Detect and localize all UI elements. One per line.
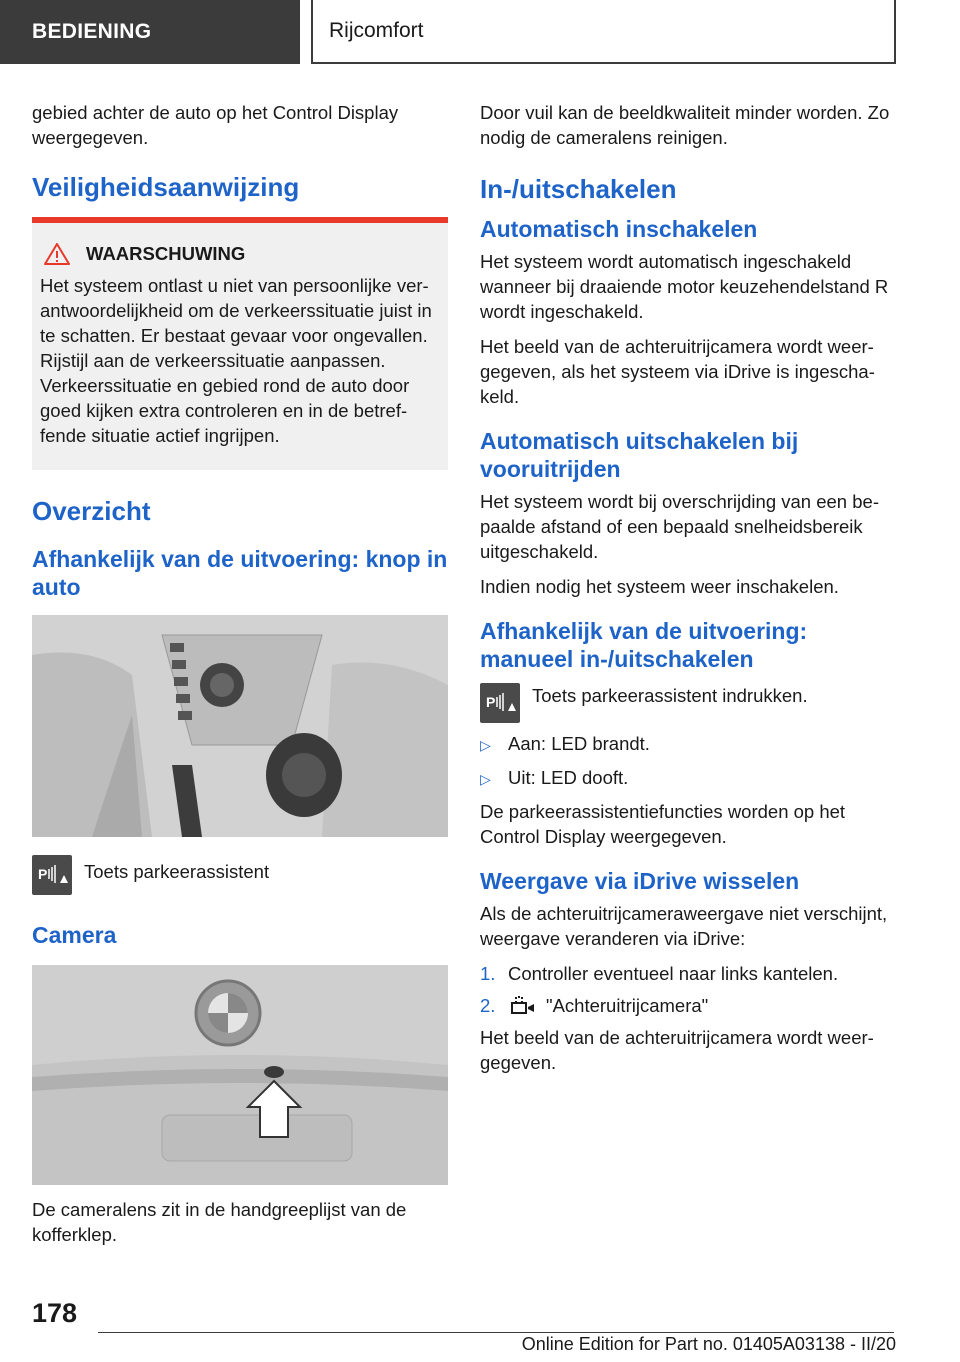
edition-text: Online Edition for Part no. 01405A03138 - II/20 [521,1334,896,1354]
idrive-text: Als de achteruitrijcameraweergave niet verschijnt, weergave veranderen via iDrive: [480,903,888,949]
trunk-camera-image [32,965,448,1185]
warning-title: WAARSCHUWING [86,243,246,264]
manual-text: De parkeerassistentiefuncties worden op het Control Display weergegeven. [480,801,846,847]
warning-box [32,223,448,470]
final-text: Het beeld van de achteruitrijcamera wordt weergegeven. [480,1027,874,1073]
camera-heading: Camera [32,922,117,948]
parking-assistant-icon [480,683,520,723]
intro-text: gebied achter de auto op het Control Display weergegeven. [32,102,399,148]
camera-location-text: De cameralens zit in de handgreeplijst van de kofferklep. [32,1199,407,1245]
manual-button-text: Toets parkeerassistent indrukken. [532,685,808,706]
auto-off-text-2: Indien nodig het systeem weer inschakelen. [480,576,839,597]
center-console-photo [32,615,448,837]
parking-button-label: Toets parkeerassistent [84,861,270,882]
right-column [480,100,896,1085]
svg-text:P: P [486,694,496,710]
svg-text:P: P [38,866,48,882]
list-item: 1. Controller eventueel naar links kantelen. [480,963,839,984]
onoff-heading: In-/uitschakelen [480,174,677,204]
dirt-hint-text: Door vuil kan de beeldkwaliteit minder worden. Zo nodig de cameralens reinigen. [480,102,890,148]
section-tab: BEDIENING [0,0,300,64]
idrive-heading: Weergave via iDrive wisselen [480,868,800,894]
camera-menu-icon [508,993,538,1017]
warning-icon [44,243,70,265]
manual-button-line [480,683,896,723]
led-status-list [480,731,896,792]
auto-on-text-1: Het systeem wordt automatisch ingeschakeld wanneer bij draaiende motor keuzehendelstand R wordt ingeschakeld. [480,251,889,322]
safety-heading: Veiligheidsaanwijzing [32,172,300,202]
auto-off-text-1: Het systeem wordt bij overschrijding van een bepaalde afstand of een bepaald snelheidsbereik uitgeschakeld. [480,491,879,562]
parking-assistant-icon [32,855,72,895]
list-item: 2. "Achteruitrijcamera" [480,995,709,1016]
manual-heading: Afhankelijk van de uitvoering: manueel in-/uitschakelen [480,618,808,672]
warning-text: Het systeem ontlast u niet van persoonlijke verantwoordelijkheid om de verkeerssituatie juist in te schatten. Er bestaat gevaar voor ongevallen. Rijstijl aan de verkeerssituatie aanpassen. Verkeerssituatie en gebied rond de auto door goed kijken extra controleren en in de betreffende situatie actief ingrijpen. [40,275,432,446]
camera-photo [32,965,448,1185]
left-column [32,100,448,1257]
auto-off-heading: Automatisch uitschakelen bij vooruitrijden [480,428,799,482]
list-item: ▷ Aan: LED brandt. [480,731,896,758]
button-heading: Afhankelijk van de uitvoering: knop in auto [32,546,448,600]
parking-button-caption [32,855,448,895]
idrive-steps [480,961,896,1018]
triangle-bullet-icon: ▷ [480,771,491,787]
overview-heading: Overzicht [32,496,151,526]
auto-on-text-2: Het beeld van de achteruitrijcamera wordt weergegeven, als het systeem via iDrive is ingeschakeld. [480,336,875,407]
auto-on-heading: Automatisch inschakelen [480,216,758,242]
page-number: 178 [32,1298,78,1328]
chapter-title: Rijcomfort [311,0,896,64]
list-item: ▷ Uit: LED dooft. [480,765,896,792]
footer-divider [98,1332,894,1333]
triangle-bullet-icon: ▷ [480,737,491,753]
center-console-image [32,615,448,837]
